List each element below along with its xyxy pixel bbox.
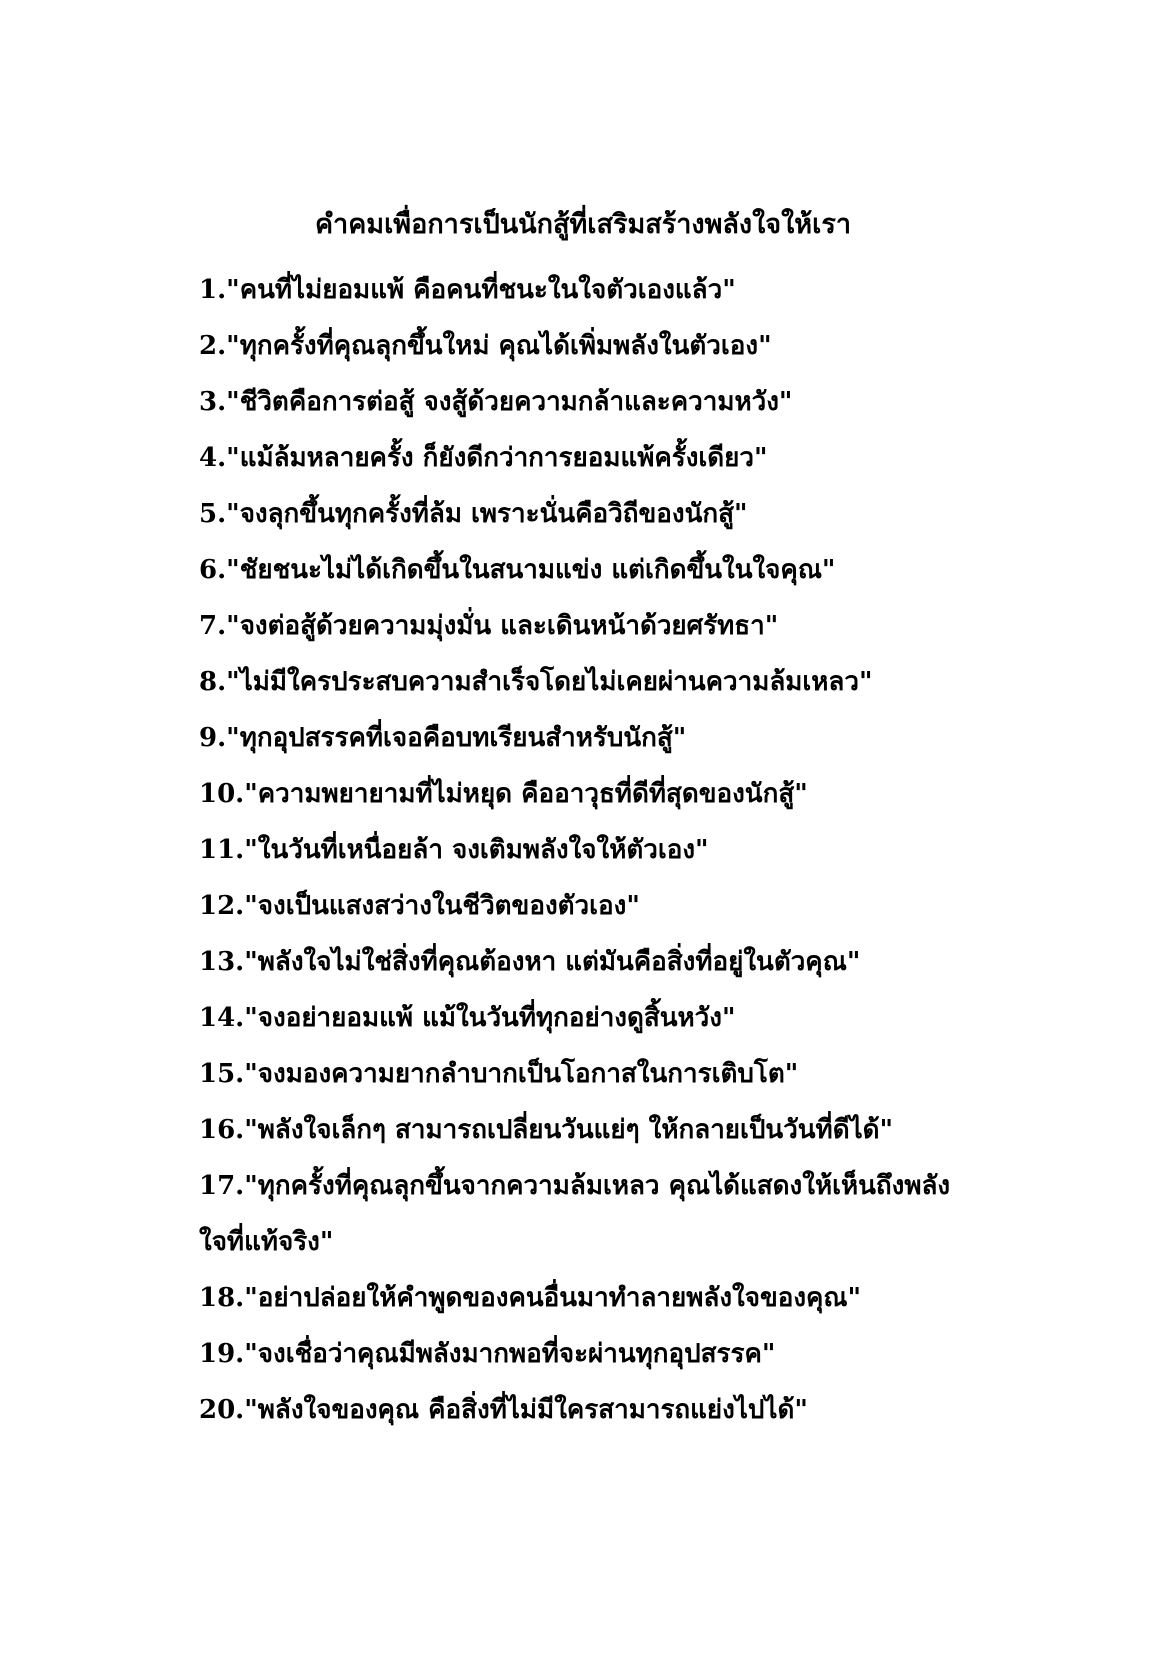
quote-item: 12."จงเป็นแสงสว่างในชีวิตของตัวเอง" (199, 891, 640, 921)
quote-item: 7."จงต่อสู้ด้วยความมุ่งมั่น และเดินหน้าด้วยศรัทธา" (199, 611, 779, 641)
quote-item: 15."จงมองความยากลำบากเป็นโอกาสในการเติบโต" (199, 1059, 799, 1089)
quote-item: 6."ชัยชนะไม่ได้เกิดขึ้นในสนามแข่ง แต่เกิดขึ้นในใจคุณ" (199, 555, 836, 585)
quote-item: 9."ทุกอุปสรรคที่เจอคือบทเรียนสำหรับนักสู้" (199, 723, 687, 753)
quote-item: 5."จงลุกขึ้นทุกครั้งที่ล้ม เพราะนั่นคือวิถีของนักสู้" (199, 499, 748, 529)
document-title: คำคมเพื่อการเป็นนักสู้ที่เสริมสร้างพลังใจให้เรา (315, 209, 851, 240)
quote-item: 11."ในวันที่เหนื่อยล้า จงเติมพลังใจให้ตัวเอง" (199, 835, 709, 865)
quote-item: 3."ชีวิตคือการต่อสู้ จงสู้ด้วยความกล้าและความหวัง" (199, 387, 793, 417)
quote-item: 13."พลังใจไม่ใช่สิ่งที่คุณต้องหา แต่มันคือสิ่งที่อยู่ในตัวคุณ" (199, 947, 861, 977)
quote-item: 4."แม้ล้มหลายครั้ง ก็ยังดีกว่าการยอมแพ้ครั้งเดียว" (199, 443, 768, 473)
quote-list (199, 262, 959, 1438)
quote-item: 19."จงเชื่อว่าคุณมีพลังมากพอที่จะผ่านทุกอุปสรรค" (199, 1339, 776, 1369)
quote-item: 14."จงอย่ายอมแพ้ แม้ในวันที่ทุกอย่างดูสิ้นหวัง" (199, 1003, 736, 1033)
quote-item: 17."ทุกครั้งที่คุณลุกขึ้นจากความล้มเหลว คุณได้แสดงให้เห็นถึงพลังใจที่แท้จริง" (199, 1171, 951, 1257)
quote-item: 20."พลังใจของคุณ คือสิ่งที่ไม่มีใครสามารถแย่งไปได้" (199, 1395, 808, 1425)
quote-item: 2."ทุกครั้งที่คุณลุกขึ้นใหม่ คุณได้เพิ่มพลังในตัวเอง" (199, 331, 772, 361)
quote-item: 16."พลังใจเล็กๆ สามารถเปลี่ยนวันแย่ๆ ให้กลายเป็นวันที่ดีได้" (199, 1115, 894, 1145)
quote-item: 10."ความพยายามที่ไม่หยุด คืออาวุธที่ดีที่สุดของนักสู้" (199, 779, 808, 809)
quote-item: 8."ไม่มีใครประสบความสำเร็จโดยไม่เคยผ่านความล้มเหลว" (199, 667, 873, 697)
quote-item: 18."อย่าปล่อยให้คำพูดของคนอื่นมาทำลายพลังใจของคุณ" (199, 1283, 862, 1313)
quote-item: 1."คนที่ไม่ยอมแพ้ คือคนที่ชนะในใจตัวเองแล้ว" (199, 275, 736, 305)
